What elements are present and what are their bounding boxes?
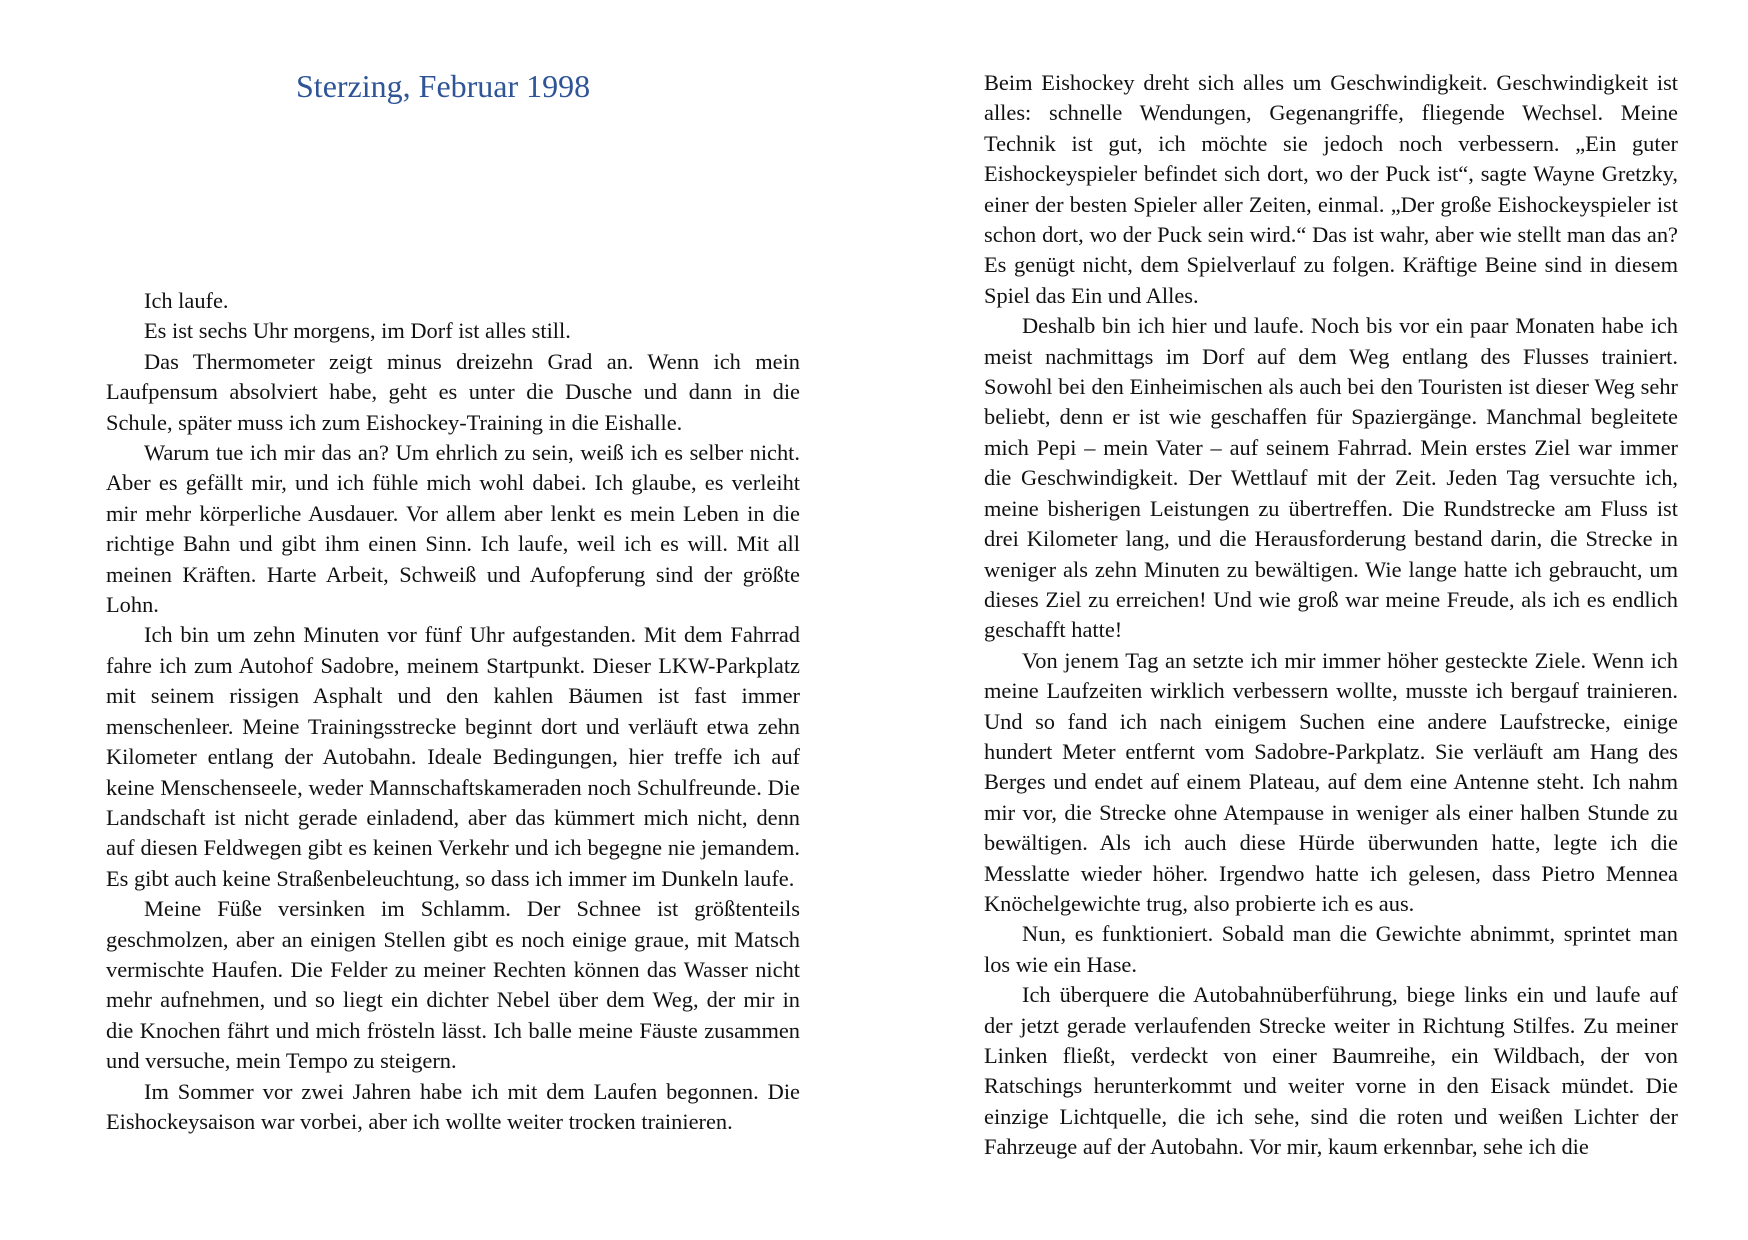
- chapter-title: Sterzing, Februar 1998: [296, 68, 591, 104]
- right-page-body: [984, 68, 1678, 1163]
- paragraph: Ich laufe.: [144, 288, 229, 313]
- paragraph: Von jenem Tag an setzte ich mir immer höher gesteckte Ziele. Wenn ich meine Laufzeiten wirklich verbessern wollte, musste ich bergauf trainieren. Und so fand ich nach einigem Suchen eine andere Laufstrecke, einige hundert Meter entfernt vom Sadobre-Parkplatz. Sie verläuft am Hang des Berges und endet auf einem Plateau, auf dem eine Antenne steht. Ich nahm mir vor, die Strecke ohne Atempause in weniger als einer halben Stunde zu bewältigen. Als ich auch diese Hürde überwunden hatte, legte ich die Messlatte wieder höher. Irgendwo hatte ich gelesen, dass Pietro Mennea Knöchelgewichte trug, also probierte ich es aus.: [984, 647, 1678, 916]
- left-page-body: [106, 286, 800, 1137]
- paragraph: Ich überquere die Autobahnüberführung, biege links ein und laufe auf der jetzt gerade verlaufenden Strecke weiter in Richtung Stilfes. Zu meiner Linken fließt, verdeckt von einer Baumreihe, ein Wildbach, der von Ratschings herunterkommt und weiter vorne in den Eisack mündet. Die einzige Lichtquelle, die ich sehe, sind die roten und weißen Lichter der Fahrzeuge auf der Autobahn. Vor mir, kaum erkennbar, sehe ich die: [984, 982, 1678, 1160]
- right-page: [874, 0, 1748, 1240]
- paragraph: Deshalb bin ich hier und laufe. Noch bis vor ein paar Monaten habe ich meist nachmittags im Dorf auf dem Weg entlang des Flusses trainiert. Sowohl bei den Einheimischen als auch bei den Touristen ist dieser Weg sehr beliebt, denn er ist wie geschaffen für Spaziergänge. Manchmal begleitete mich Pepi – mein Vater – auf seinem Fahrrad. Mein erstes Ziel war immer die Geschwindigkeit. Der Wettlauf mit der Zeit. Jeden Tag versuchte ich, meine bisherigen Leistungen zu übertreffen. Die Rundstrecke am Fluss ist drei Kilometer lang, und die Herausforderung bestand darin, die Strecke in weniger als zehn Minuten zu bewältigen. Wie lange hatte ich gebraucht, um dieses Ziel zu erreichen! Und wie groß war meine Freude, als ich es endlich geschafft hatte!: [984, 313, 1678, 643]
- paragraph: Nun, es funktioniert. Sobald man die Gewichte abnimmt, sprintet man los wie ein Hase.: [984, 921, 1678, 977]
- paragraph: Ich bin um zehn Minuten vor fünf Uhr aufgestanden. Mit dem Fahrrad fahre ich zum Autohof Sadobre, meinem Startpunkt. Dieser LKW-Parkplatz mit seinem rissigen Asphalt und den kahlen Bäumen ist fast immer menschenleer. Meine Trainingsstrecke beginnt dort und verläuft etwa zehn Kilometer entlang der Autobahn. Ideale Bedingungen, hier treffe ich auf keine Menschenseele, weder Mannschaftskameraden noch Schulfreunde. Die Landschaft ist nicht gerade einladend, aber das kümmert mich nicht, denn auf diesen Feldwegen gibt es keinen Verkehr und ich begegne nie jemandem. Es gibt auch keine Straßenbeleuchtung, so dass ich immer im Dunkeln laufe.: [106, 622, 800, 891]
- paragraph: Meine Füße versinken im Schlamm. Der Schnee ist größtenteils geschmolzen, aber an einigen Stellen gibt es noch einige graue, mit Matsch vermischte Haufen. Die Felder zu meiner Rechten können das Wasser nicht mehr aufnehmen, und so liegt ein dichter Nebel über dem Weg, der mir in die Knochen fährt und mich frösteln lässt. Ich balle meine Fäuste zusammen und versuche, mein Tempo zu steigern.: [106, 896, 800, 1074]
- paragraph: Warum tue ich mir das an? Um ehrlich zu sein, weiß ich es selber nicht. Aber es gefällt mir, und ich fühle mich wohl dabei. Ich glaube, es verleiht mir mehr körperliche Ausdauer. Vor allem aber lenkt es mein Leben in die richtige Bahn und gibt ihm einen Sinn. Ich laufe, weil ich es will. Mit all meinen Kräften. Harte Arbeit, Schweiß und Aufopferung sind der größte Lohn.: [106, 440, 800, 618]
- paragraph: Im Sommer vor zwei Jahren habe ich mit dem Laufen begonnen. Die Eishockeysaison war vorbei, aber ich wollte weiter trocken trainieren.: [106, 1078, 800, 1134]
- paragraph: Das Thermometer zeigt minus dreizehn Grad an. Wenn ich mein Laufpensum absolviert habe, geht es unter die Dusche und dann in die Schule, später muss ich zum Eishockey-Training in die Eishalle.: [106, 348, 800, 435]
- paragraph: Beim Eishockey dreht sich alles um Geschwindigkeit. Geschwindigkeit ist alles: schnelle Wendungen, Gegenangriffe, fliegende Wechsel. Meine Technik ist gut, ich möchte sie jedoch noch verbessern. „Ein guter Eishockeyspieler befindet sich dort, wo der Puck ist“, sagte Wayne Gretzky, einer der besten Spieler aller Zeiten, einmal. „Der große Eishockeyspieler ist schon dort, wo der Puck sein wird.“ Das ist wahr, aber wie stellt man das an? Es genügt nicht, dem Spielverlauf zu folgen. Kräftige Beine sind in diesem Spiel das Ein und Alles.: [984, 70, 1678, 308]
- paragraph: Es ist sechs Uhr morgens, im Dorf ist alles still.: [144, 318, 571, 344]
